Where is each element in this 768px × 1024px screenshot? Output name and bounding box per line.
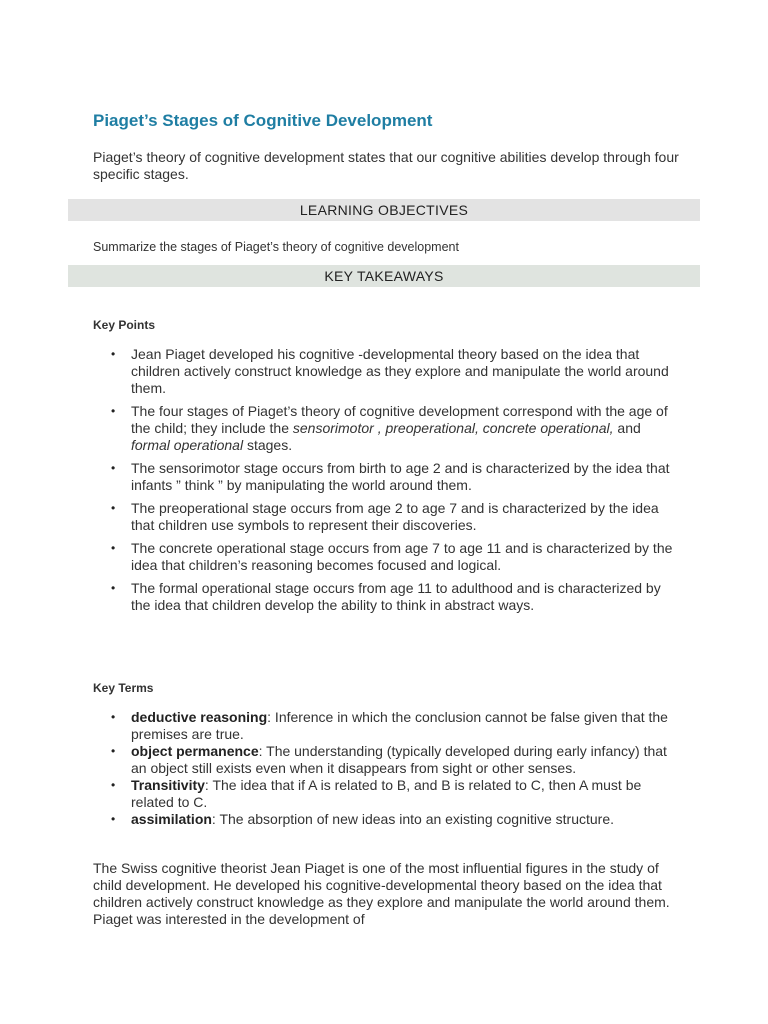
bullet-icon: • [111, 347, 116, 361]
key-points-heading: Key Points [93, 318, 156, 332]
key-point-item [93, 346, 683, 397]
bullet-icon: • [111, 501, 116, 515]
key-point-text: stages. [243, 437, 293, 453]
key-point-item [93, 403, 683, 454]
key-point-text: The formal operational stage occurs from age 11 to adulthood and is characterized by the idea that children develop the ability to think in abstract ways. [131, 580, 661, 613]
term-name: Transitivity [131, 777, 205, 793]
key-term-item [93, 811, 683, 828]
key-points-list [93, 346, 683, 620]
learning-objective-text: Summarize the stages of Piaget’s theory of cognitive development [93, 240, 459, 254]
stage-names-emphasis: sensorimotor , preoperational, concrete operational, [292, 420, 614, 436]
bullet-icon: • [111, 461, 116, 475]
bullet-icon: • [111, 778, 116, 792]
learning-objectives-heading: LEARNING OBJECTIVES [68, 199, 700, 221]
intro-paragraph: Piaget’s theory of cognitive development states that our cognitive abilities develop through four specific stages. [93, 149, 679, 182]
key-terms-list [93, 709, 683, 828]
term-name: object permanence [131, 743, 259, 759]
key-point-item [93, 460, 683, 494]
bullet-icon: • [111, 710, 116, 724]
bullet-icon: • [111, 581, 116, 595]
body-paragraph: The Swiss cognitive theorist Jean Piaget is one of the most influential figures in the study of child development. He developed his cognitive-developmental theory based on the idea that children actively construct knowledge as they explore and manipulate the world around them. Piaget was interested in the development of [93, 860, 670, 927]
key-point-text: Jean Piaget developed his cognitive -developmental theory based on the idea that children actively construct knowledge as they explore and manipulate the world around them. [131, 346, 669, 396]
key-point-text: The preoperational stage occurs from age 2 to age 7 and is characterized by the idea that children use symbols to represent their discoveries. [131, 500, 659, 533]
bullet-icon: • [111, 404, 116, 418]
stage-name-emphasis: formal operational [131, 437, 244, 453]
key-point-text: The four stages of Piaget’s theory of cognitive development correspond with the age of the child; they include the [131, 403, 668, 436]
key-point-text: The concrete operational stage occurs from age 7 to age 11 and is characterized by the idea that children’s reasoning becomes focused and logical. [131, 540, 673, 573]
key-term-item [93, 709, 683, 743]
key-term-item [93, 743, 683, 777]
bullet-icon: • [111, 541, 116, 555]
bullet-icon: • [111, 812, 116, 826]
term-definition: : The idea that if A is related to B, and B is related to C, then A must be related to C. [131, 777, 642, 810]
term-definition: : Inference in which the conclusion cannot be false given that the premises are true. [131, 709, 668, 742]
key-takeaways-heading: KEY TAKEAWAYS [68, 265, 700, 287]
key-point-item [93, 500, 683, 534]
term-name: deductive reasoning [131, 709, 268, 725]
term-definition: : The understanding (typically developed during early infancy) that an object still exists even when it disappears from sight or other senses. [131, 743, 667, 776]
key-point-item [93, 580, 683, 614]
key-term-item [93, 777, 683, 811]
key-point-text: The sensorimotor stage occurs from birth to age 2 and is characterized by the idea that infants ” think ” by manipulating the world around them. [131, 460, 670, 493]
key-point-item [93, 540, 683, 574]
term-definition: : The absorption of new ideas into an existing cognitive structure. [211, 811, 615, 827]
term-name: assimilation [131, 811, 212, 827]
page-title: Piaget’s Stages of Cognitive Development [93, 111, 433, 130]
bullet-icon: • [111, 744, 116, 758]
key-point-text: and [613, 420, 641, 436]
key-terms-heading: Key Terms [93, 681, 154, 695]
